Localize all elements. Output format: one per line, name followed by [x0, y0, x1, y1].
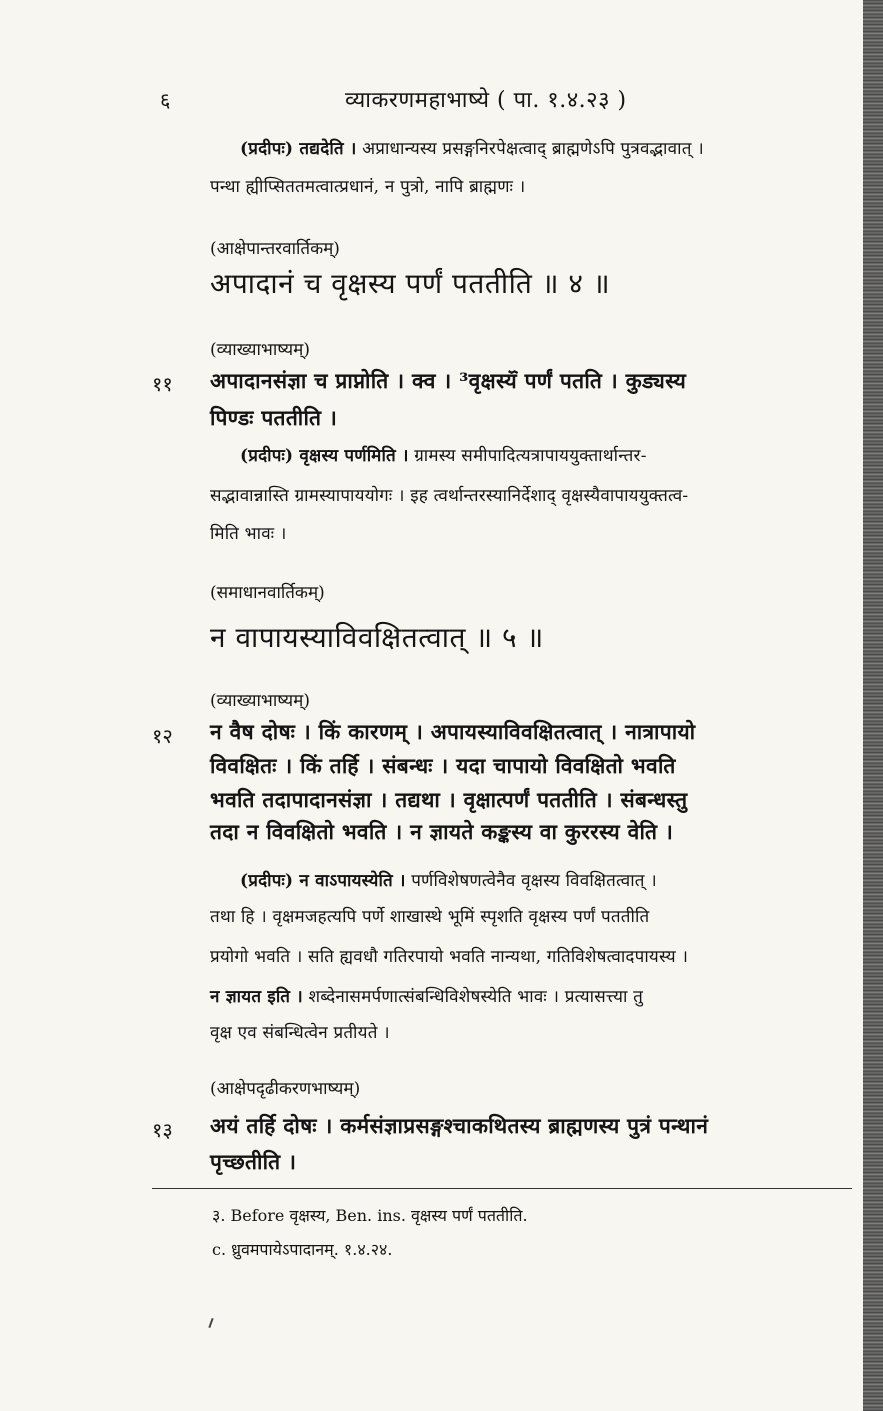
pradipa-2-line-2: सद्भावान्नास्ति ग्रामस्यापाययोगः । इह त्वर्थान्तरस्यानिर्देशाद् वृक्षस्यैवापाययुक्तत्व-: [210, 486, 689, 506]
pradipa-3-line-5: वृक्ष एव संबन्धित्वेन प्रतीयते ।: [210, 1023, 390, 1043]
pradipa-2-line-3: मिति भावः ।: [210, 524, 287, 544]
pradipa-3-line-2: तथा हि । वृक्षमजहत्यपि पर्णे शाखास्थे भूमिं स्पृशति वृक्षस्य पर्णं पततीति: [210, 907, 650, 927]
running-header-title: व्याकरणमहाभाष्ये ( पा. १.४.२३ ): [345, 88, 627, 113]
pradipa-1-line-1: [240, 136, 704, 159]
footnote-2: c. ध्रुवमपायेऽपादानम्. १.४.२४.: [212, 1240, 393, 1259]
vartika-5-text: न वापायस्याविवक्षितत्वात् ॥ ५ ॥: [210, 621, 544, 654]
line-number-11: ११: [152, 372, 173, 396]
bhashya-11-line-1: अपादानसंज्ञा च प्राप्नोति । क्व । ³वृक्षस्य᷈ पर्णं पतति । कुड्यस्य: [210, 368, 687, 393]
pradipa-3-lemma: (प्रदीपः) न वाऽपायस्येति ।: [240, 871, 406, 891]
vartika-4-label: (आक्षेपान्तरवार्तिकम्): [210, 239, 340, 259]
pradipa-3-line-4: [210, 984, 643, 1007]
pradipa-1-line-2: पन्था ह्यीप्सिततमत्वात्प्रधानं, न पुत्रो, नापि ब्राह्मणः ।: [210, 177, 526, 197]
scan-speck: [208, 1318, 213, 1328]
pradipa-2-line-1: [240, 443, 647, 466]
bhashya-11-line-2: पिण्डः पततीति ।: [210, 405, 338, 430]
bhashya-13-line-2: पृच्छतीति ।: [210, 1149, 297, 1174]
pradipa-3-text: पर्णविशेषणत्वेनैव वृक्षस्य विवक्षितत्वात् ।: [411, 871, 657, 891]
bhashya-12-label: (व्याख्याभाष्यम्): [210, 691, 310, 711]
page-number: ६: [160, 88, 171, 112]
footnote-1: ३. Before वृक्षस्य, Ben. ins. वृक्षस्य पर्णं पततीति.: [212, 1206, 528, 1225]
footnote-rule: [152, 1188, 852, 1189]
pradipa-3-lemma-2: न ज्ञायत इति ।: [210, 987, 303, 1007]
pradipa-1-lemma: (प्रदीपः) तद्यदेति ।: [240, 139, 357, 159]
bhashya-12-line-2: विवक्षितः । किं तर्हि । संबन्धः । यदा चापायो विवक्षितो भवति: [210, 753, 676, 778]
bhashya-12-line-4: तदा न विवक्षितो भवति । न ज्ञायते कङ्कस्य वा कुररस्य वेति ।: [210, 819, 674, 844]
bhashya-12-line-3: भवति तदापादानसंज्ञा । तद्यथा । वृक्षात्पर्णं पततीति । संबन्धस्तु: [210, 787, 688, 812]
pradipa-3-line-3: प्रयोगो भवति । सति ह्यवधौ गतिरपायो भवति नान्यथा, गतिविशेषत्वादपायस्य ।: [210, 947, 689, 967]
pradipa-2-text: ग्रामस्य समीपादित्यत्रापाययुक्तार्थान्तर-: [414, 446, 647, 466]
page-binding-edge: [863, 0, 883, 1411]
bhashya-12-line-1: न वैष दोषः । किं कारणम् । अपायस्याविवक्षितत्वात् । नात्रापायो: [210, 719, 696, 744]
vartika-4-text: अपादानं च वृक्षस्य पर्णं पततीति ॥ ४ ॥: [210, 267, 611, 300]
pradipa-1-text: अप्राधान्यस्य प्रसङ्गनिरपेक्षत्वाद् ब्राह्मणेऽपि पुत्रवद्भावात् ।: [362, 139, 704, 159]
bhashya-13-line-1: अयं तर्हि दोषः । कर्मसंज्ञाप्रसङ्गश्चाकथितस्य ब्राह्मणस्य पुत्रं पन्थानं: [210, 1113, 709, 1138]
vartika-5-label: (समाधानवार्तिकम्): [210, 583, 325, 603]
line-number-13: १३: [152, 1118, 173, 1142]
pradipa-3-text-2: शब्देनासमर्पणात्संबन्धिविशेषस्येति भावः । प्रत्यासत्त्या तु: [308, 987, 644, 1007]
bhashya-11-label: (व्याख्याभाष्यम्): [210, 340, 310, 360]
pradipa-2-lemma: (प्रदीपः) वृक्षस्य पर्णमिति ।: [240, 446, 409, 466]
bhashya-13-label: (आक्षेपदृढीकरणभाष्यम्): [210, 1079, 361, 1099]
pradipa-3-line-1: [240, 868, 657, 891]
line-number-12: १२: [152, 724, 173, 748]
